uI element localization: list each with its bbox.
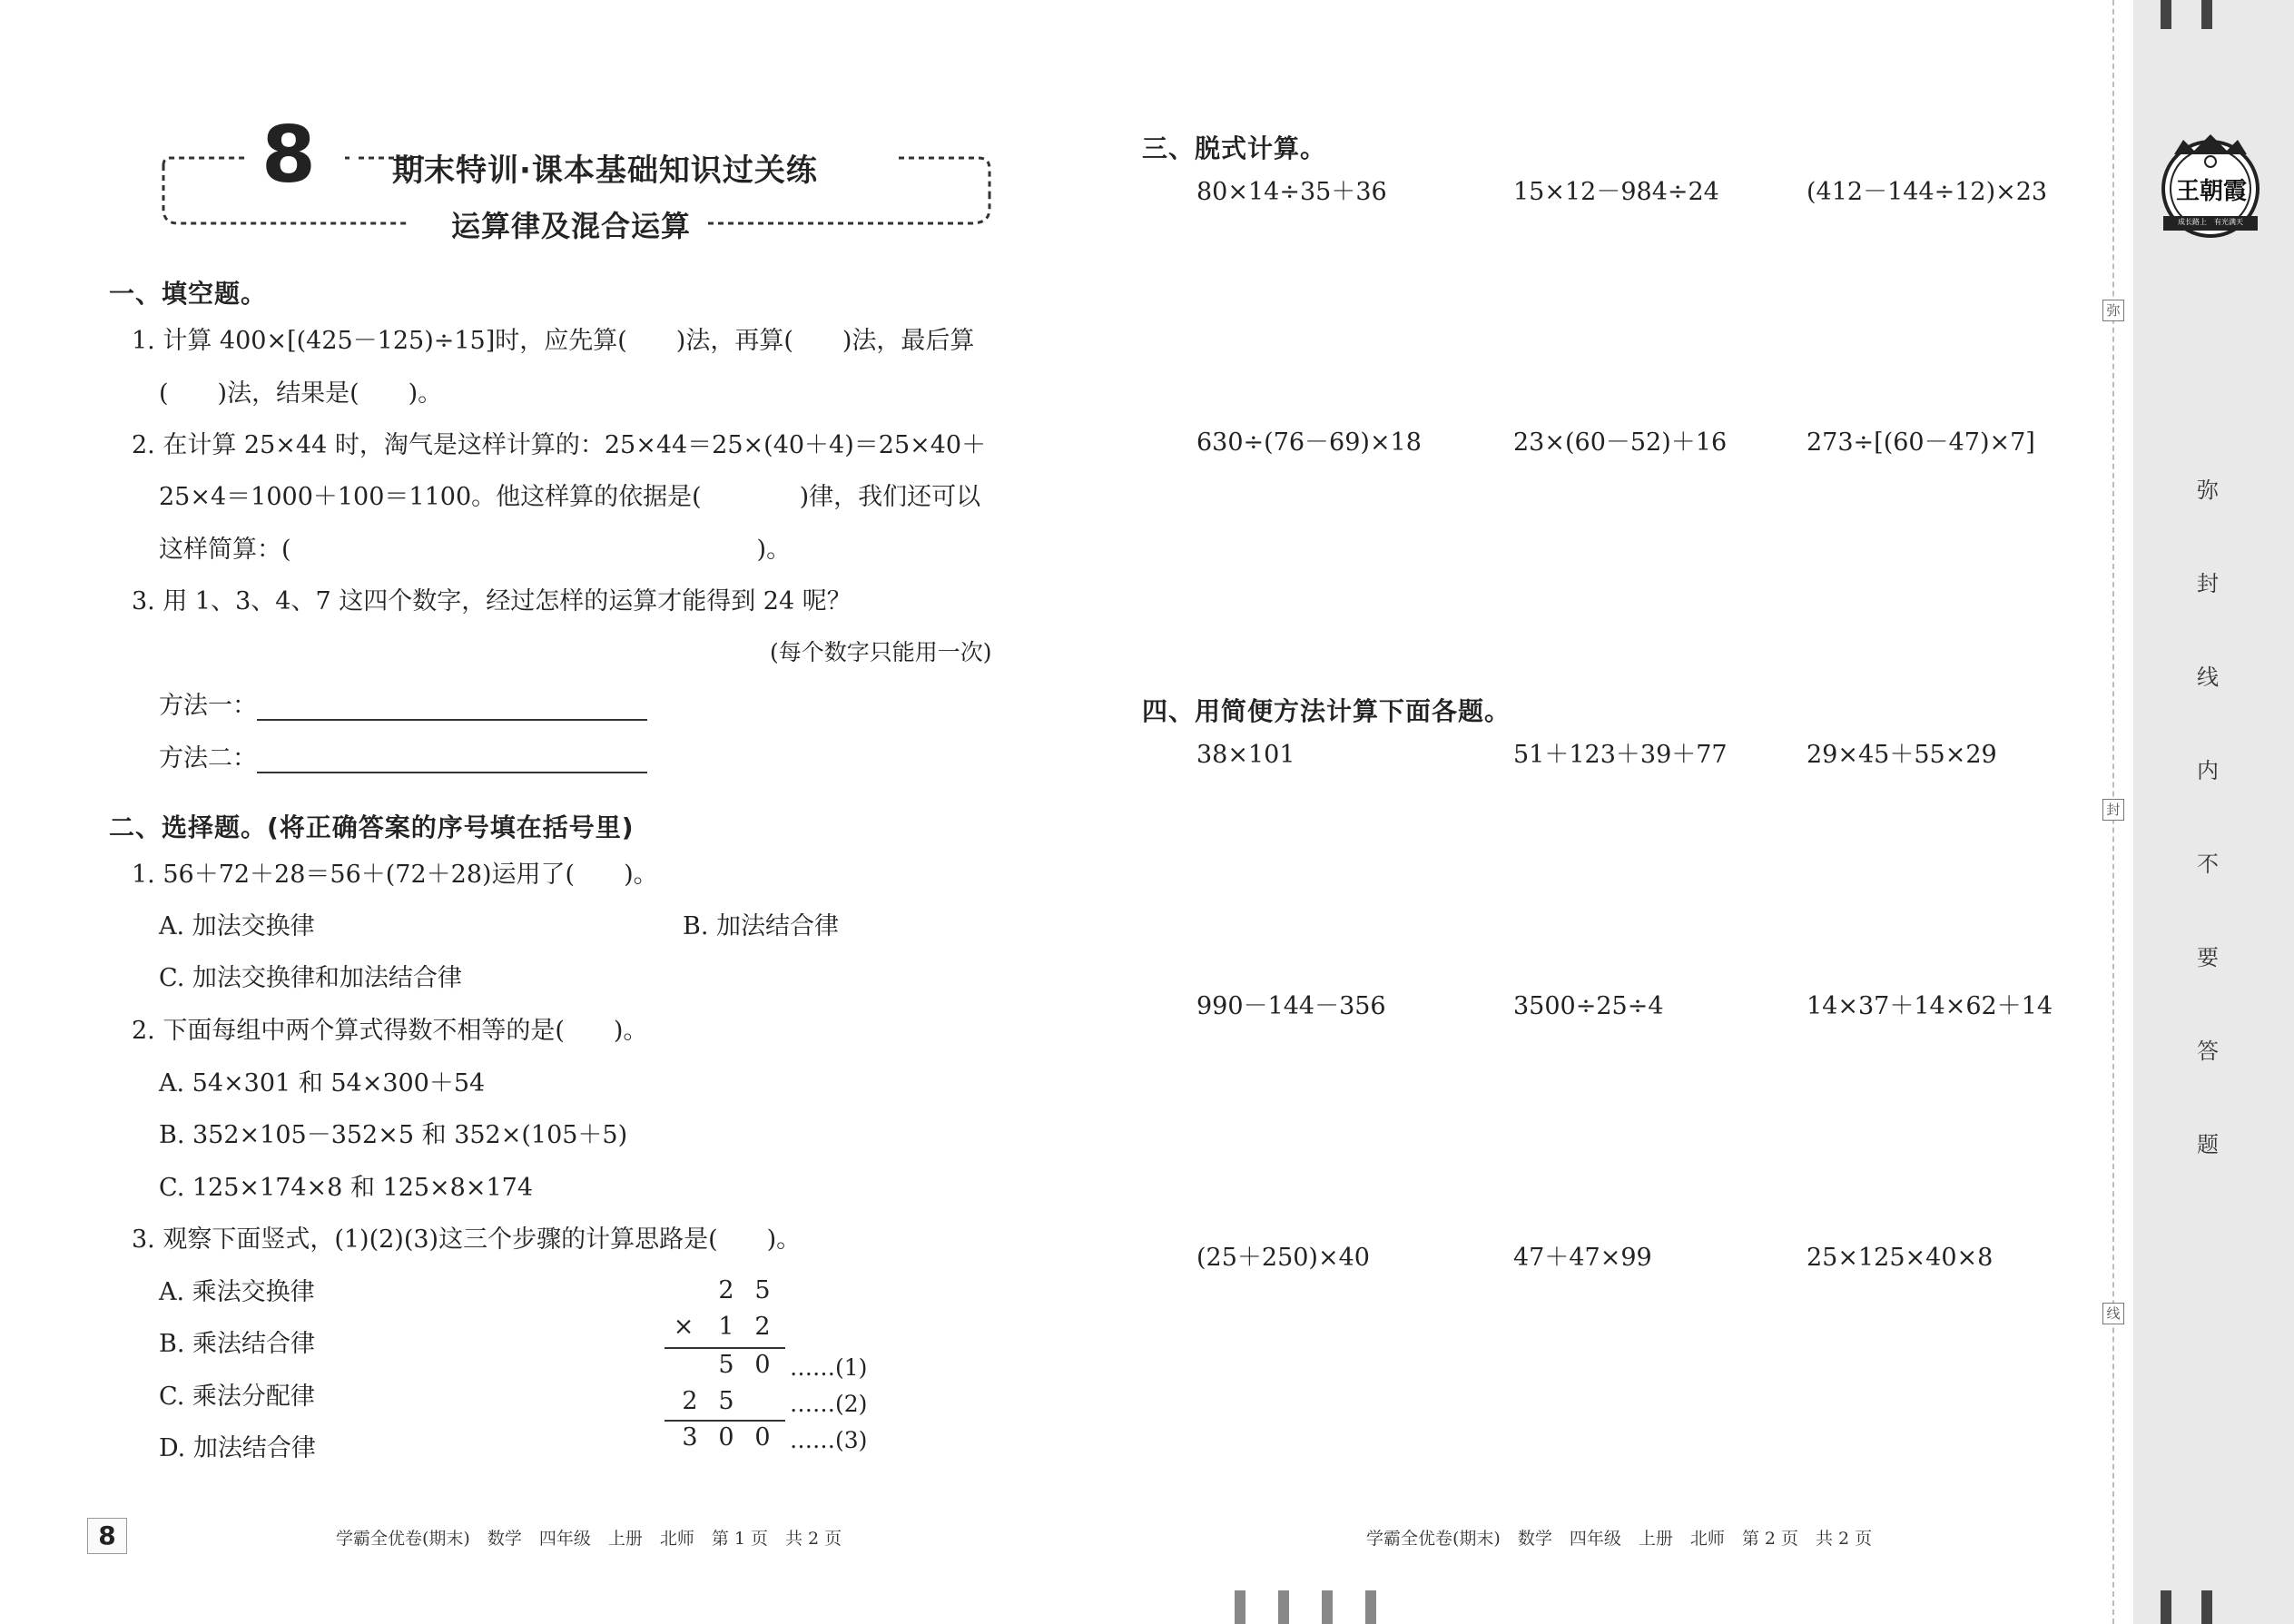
- s2-q2: 2. 下面每组中两个算式得数不相等的是( )。: [132, 1017, 648, 1045]
- s4-r3-c1: (25＋250)×40: [1196, 1244, 1370, 1272]
- sidebar-char-8: 题: [2197, 1132, 2219, 1157]
- method1-answer-line[interactable]: [257, 695, 647, 721]
- v-r4-tag: ……(2): [790, 1391, 868, 1417]
- bottom-bar-2: [1278, 1590, 1289, 1624]
- v-r2-d2: 2: [754, 1313, 771, 1341]
- s2-q3-option-a: A. 乘法交换律: [159, 1278, 315, 1306]
- s3-r2-c1: 630÷(76－69)×18: [1196, 428, 1422, 457]
- v-r4-d1: 2: [682, 1387, 698, 1415]
- section2-heading: 二、选择题。(将正确答案的序号填在括号里): [109, 812, 635, 842]
- top-bar-1: [2161, 0, 2171, 29]
- s4-r3-c3: 25×125×40×8: [1807, 1244, 1994, 1272]
- vertical-multiplication: [663, 1271, 908, 1462]
- bottom-bar-1: [1235, 1590, 1245, 1624]
- v-r3-d1: 5: [718, 1351, 734, 1379]
- s4-r2-c1: 990－144－356: [1196, 992, 1386, 1020]
- section3-heading: 三、脱式计算。: [1142, 133, 1327, 163]
- s1-q3-note: (每个数字只能用一次): [770, 639, 992, 665]
- v-r5-d1: 3: [682, 1423, 698, 1452]
- v-r1-d2: 5: [754, 1276, 771, 1304]
- sidebar-bottom-bar-2: [2201, 1590, 2212, 1624]
- s2-q3-option-c: C. 乘法分配律: [159, 1383, 315, 1411]
- s4-r1-c2: 51＋123＋39＋77: [1513, 741, 1728, 769]
- s3-r1-c2: 15×12－984÷24: [1513, 178, 1719, 206]
- s2-q3: 3. 观察下面竖式，(1)(2)(3)这三个步骤的计算思路是( )。: [132, 1225, 802, 1254]
- sidebar-char-2: 封: [2197, 571, 2219, 596]
- s2-q1-option-b: B. 加法结合律: [683, 912, 840, 940]
- s2-q2-option-b: B. 352×105－352×5 和 352×(105＋5): [159, 1121, 628, 1149]
- s1-q3-line1: 3. 用 1、3、4、7 这四个数字，经过怎样的运算才能得到 24 呢？: [132, 587, 852, 615]
- section1-heading: 一、填空题。: [109, 279, 268, 309]
- s4-r3-c2: 47＋47×99: [1513, 1244, 1652, 1272]
- sidebar-char-4: 内: [2197, 758, 2219, 783]
- page-number: 8: [98, 1521, 116, 1550]
- section4-heading: 四、用简便方法计算下面各题。: [1142, 696, 1511, 726]
- page-number-badge: [87, 1518, 127, 1554]
- seal-mark-1: 弥: [2102, 300, 2124, 321]
- s2-q2-option-c: C. 125×174×8 和 125×8×174: [159, 1174, 534, 1202]
- s3-r2-c2: 23×(60－52)＋16: [1513, 428, 1728, 457]
- top-bar-2: [2201, 0, 2212, 29]
- s1-q2-line1: 2. 在计算 25×44 时，淘气是这样计算的：25×44＝25×(40＋4)＝25×40＋: [132, 431, 987, 459]
- footer-left: 学霸全优卷(期末) 数学 四年级 上册 北师 第 1 页 共 2 页: [336, 1529, 842, 1549]
- s2-q1: 1. 56＋72＋28＝56＋(72＋28)运用了( )。: [132, 861, 658, 889]
- sidebar-char-6: 要: [2197, 945, 2219, 970]
- header-number: 8: [261, 110, 316, 201]
- s4-r2-c3: 14×37＋14×62＋14: [1807, 992, 2053, 1020]
- s1-q1-line1: 1. 计算 400×[(425－125)÷15]时，应先算( )法，再算( )法，最后算: [132, 327, 975, 355]
- s2-q1-option-a: A. 加法交换律: [159, 912, 315, 940]
- bottom-bar-3: [1322, 1590, 1333, 1624]
- v-rule-1: [665, 1347, 785, 1349]
- v-r3-tag: ……(1): [790, 1354, 868, 1381]
- s2-q1-option-c: C. 加法交换律和加法结合律: [159, 964, 462, 992]
- header-title: 期末特训·课本基础知识过关练: [392, 153, 818, 189]
- s2-q3-option-d: D. 加法结合律: [159, 1434, 316, 1462]
- sidebar-char-3: 线: [2197, 664, 2219, 690]
- logo-tagline: 成长路上 有光满天: [2178, 218, 2243, 226]
- s2-q3-option-b: B. 乘法结合律: [159, 1330, 316, 1358]
- v-r2-op: ×: [673, 1313, 694, 1341]
- method2-label: 方法二：: [159, 744, 257, 773]
- header-subtitle: 运算律及混合运算: [451, 209, 692, 243]
- method2-answer-line[interactable]: [257, 748, 647, 773]
- seal-mark-3: 线: [2102, 1303, 2124, 1324]
- s2-q2-option-a: A. 54×301 和 54×300＋54: [159, 1069, 486, 1097]
- s1-q2-line3: 这样简算：( )。: [159, 536, 792, 564]
- brand-logo: [2156, 127, 2265, 245]
- s1-q2-line2: 25×4＝1000＋100＝1100。他这样算的依据是( )律，我们还可以: [159, 483, 981, 511]
- s1-method1-row: [159, 692, 647, 721]
- s3-r2-c3: 273÷[(60－47)×7]: [1807, 428, 2035, 457]
- s4-r1-c1: 38×101: [1196, 741, 1295, 769]
- method1-label: 方法一：: [159, 692, 257, 720]
- bottom-bar-4: [1365, 1590, 1376, 1624]
- s4-r1-c3: 29×45＋55×29: [1807, 741, 1997, 769]
- v-r1-d1: 2: [718, 1276, 734, 1304]
- footer-right: 学霸全优卷(期末) 数学 四年级 上册 北师 第 2 页 共 2 页: [1366, 1529, 1873, 1549]
- s1-method2-row: [159, 744, 647, 773]
- v-r5-tag: ……(3): [790, 1427, 868, 1453]
- v-r3-d2: 0: [754, 1351, 771, 1379]
- s3-r1-c3: (412－144÷12)×23: [1807, 178, 2048, 206]
- v-r2-d1: 1: [718, 1313, 734, 1341]
- v-r5-d3: 0: [754, 1423, 771, 1452]
- seal-mark-2: 封: [2102, 799, 2124, 821]
- logo-text: 王朝霞: [2176, 178, 2248, 205]
- s1-q1-line2: ( )法，结果是( )。: [159, 379, 443, 408]
- sidebar-char-1: 弥: [2197, 477, 2219, 503]
- v-r4-d2: 5: [718, 1387, 734, 1415]
- sidebar-char-5: 不: [2197, 851, 2219, 877]
- sidebar-char-7: 答: [2197, 1038, 2219, 1064]
- v-rule-2: [665, 1420, 785, 1422]
- v-r5-d2: 0: [718, 1423, 734, 1452]
- s3-r1-c1: 80×14÷35＋36: [1196, 178, 1387, 206]
- sidebar-bottom-bar-1: [2161, 1590, 2171, 1624]
- s4-r2-c2: 3500÷25÷4: [1513, 992, 1664, 1020]
